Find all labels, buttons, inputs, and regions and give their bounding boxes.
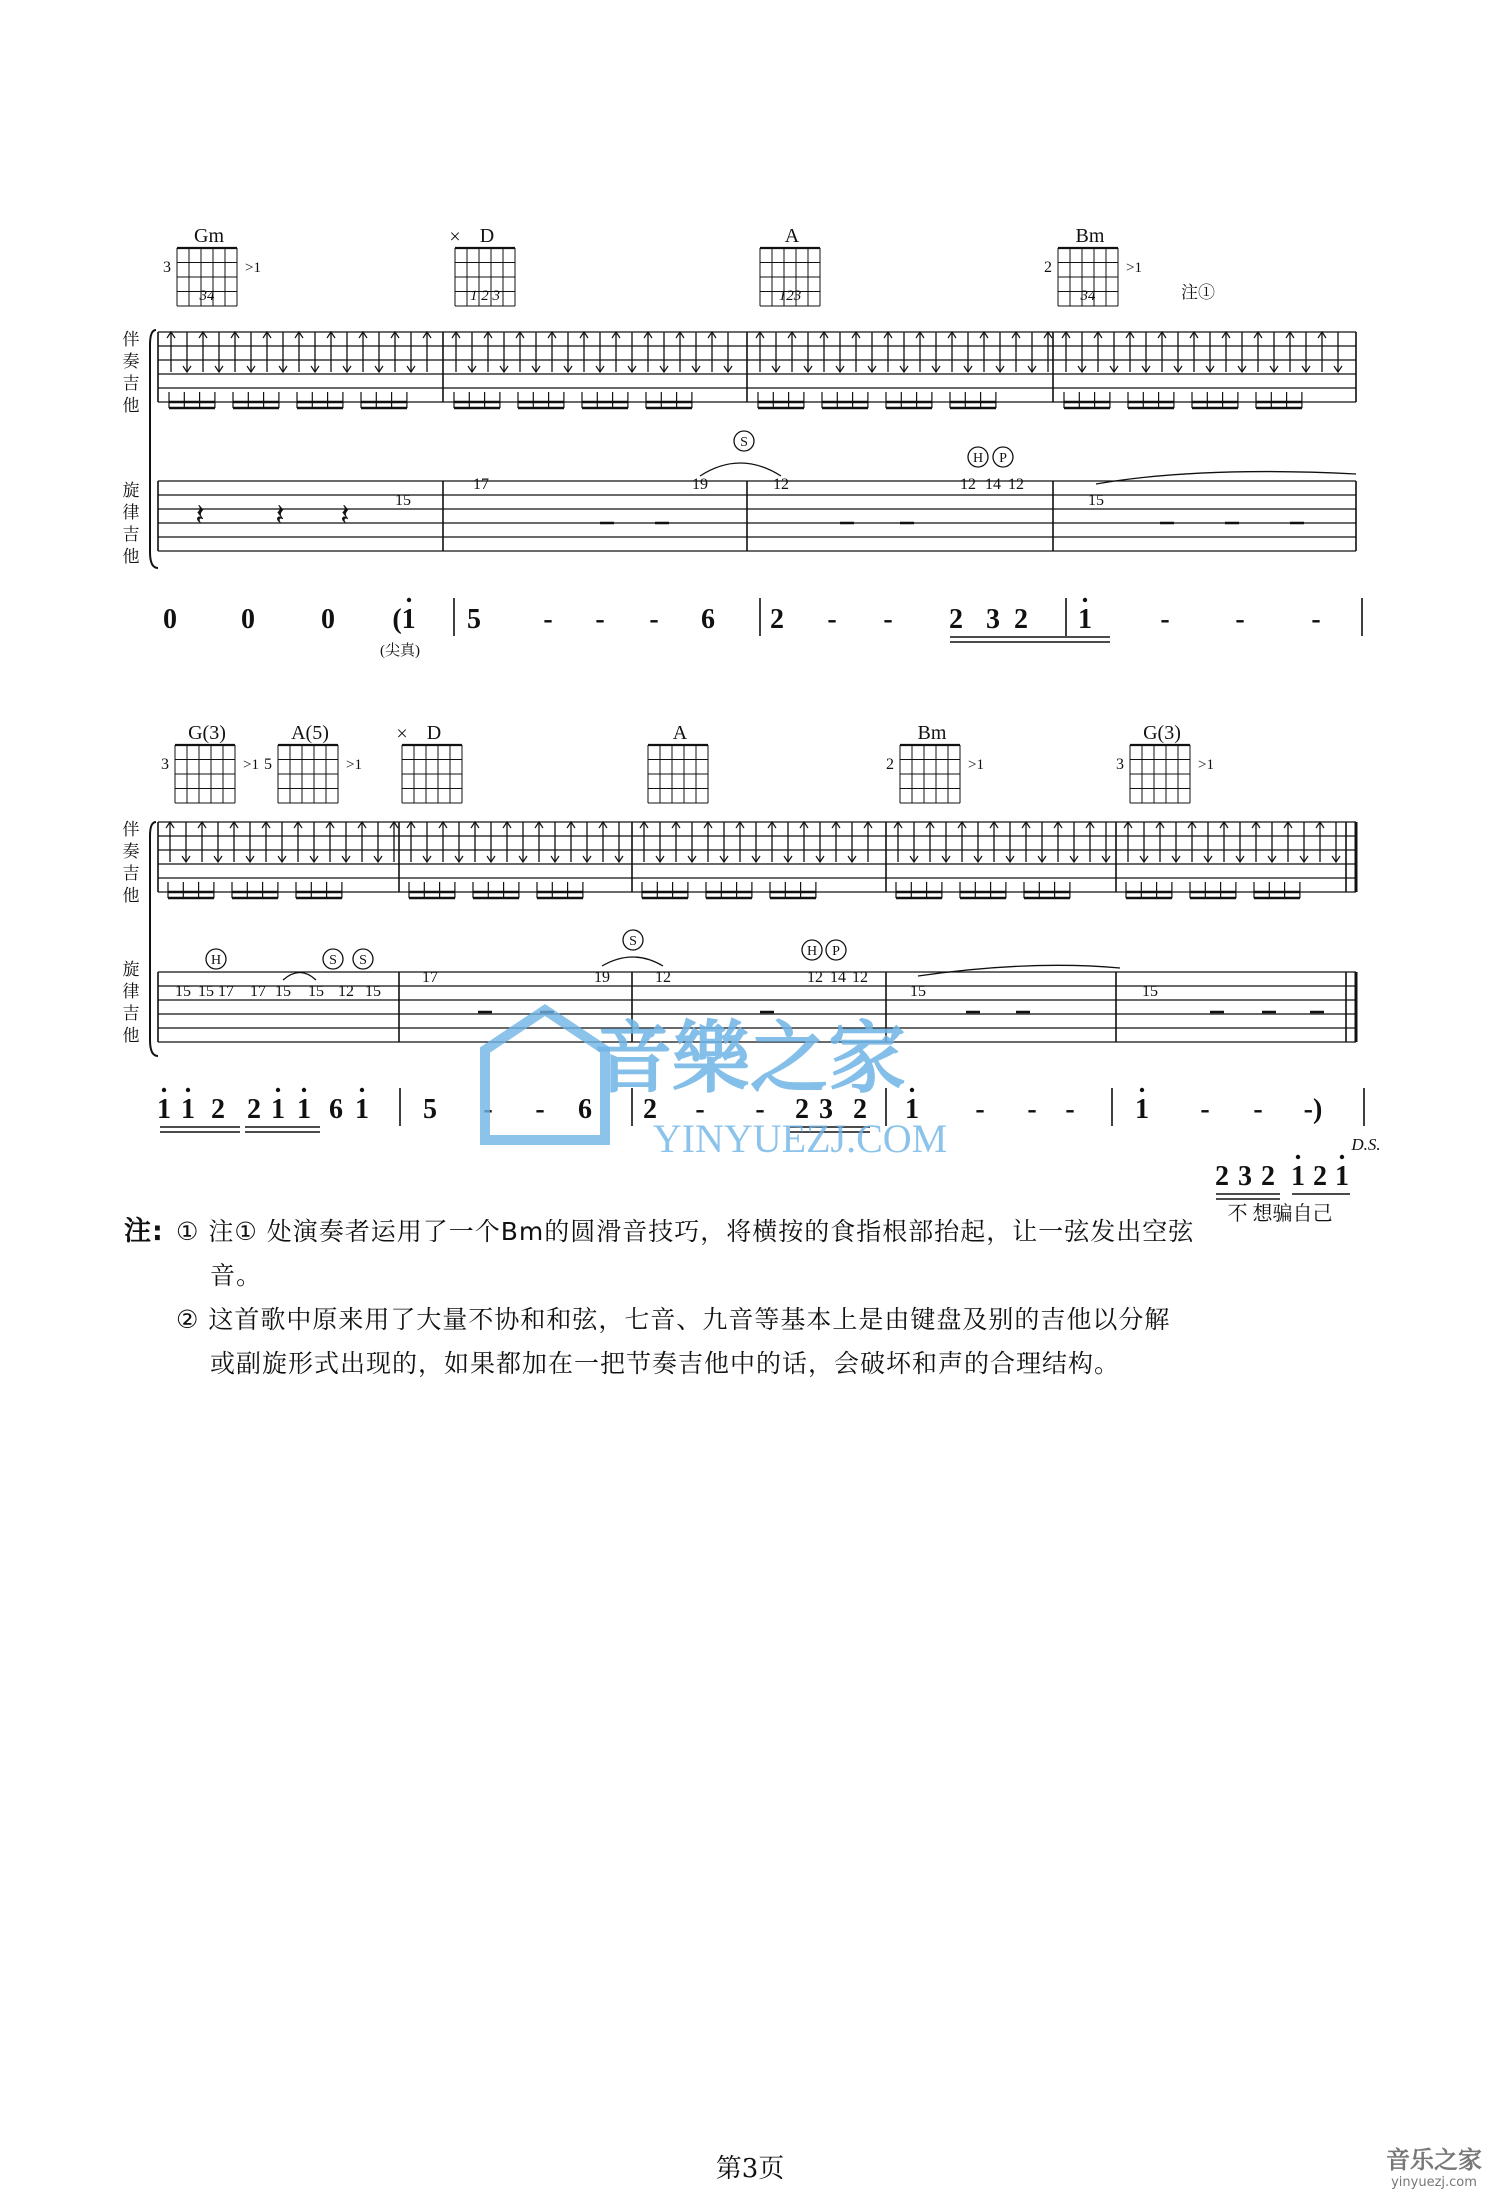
hammer-mark: H	[972, 451, 984, 466]
jianpu-note: 0	[321, 604, 335, 635]
tab-fret-number: 15	[308, 983, 324, 1000]
tab-fret-number: 15	[365, 983, 381, 1000]
jianpu-note-high-dot	[910, 1088, 914, 1092]
mute-mark: ×	[396, 723, 408, 745]
jianpu-note: 2	[247, 1094, 261, 1125]
jianpu-note: -	[755, 1094, 765, 1125]
slur	[700, 463, 781, 476]
watermark-url: YINYUEZJ.COM	[652, 1116, 948, 1161]
accompaniment-label: 吉	[122, 864, 140, 883]
pickup-note: 3	[1238, 1161, 1252, 1192]
tab-fret-number: 12	[960, 476, 976, 493]
lyrics: 不 想骗自己	[1227, 1203, 1333, 1225]
quarter-rest: 𝄽	[275, 499, 285, 532]
jianpu-note: 6	[329, 1094, 343, 1125]
jianpu-note: 2	[1014, 604, 1028, 635]
jianpu-note: 1	[905, 1094, 919, 1125]
jianpu-note: -)	[1303, 1094, 1323, 1125]
tie	[918, 965, 1120, 976]
tab-fret-number: 12	[1008, 476, 1024, 493]
note-item-2: ② 这首歌中原来用了大量不协和和弦，七音、九音等基本上是由键盘及别的吉他以分解	[176, 1305, 1171, 1334]
accompaniment-label: 奏	[122, 352, 140, 371]
quarter-rest: 𝄽	[195, 499, 205, 532]
melody-label: 吉	[122, 1004, 140, 1023]
jianpu-note: 6	[701, 604, 715, 635]
jianpu-note: -	[535, 1094, 545, 1125]
slide-mark: S	[740, 435, 748, 450]
notes-label: 注:	[124, 1216, 164, 1247]
tab-fret-number: 12	[807, 969, 823, 986]
jianpu-note-high-dot	[1083, 598, 1087, 602]
jianpu-note: 1	[181, 1094, 195, 1125]
jianpu-note: 2	[795, 1094, 809, 1125]
jianpu-note: -	[1160, 604, 1170, 635]
jianpu-note: 1	[271, 1094, 285, 1125]
chord-fingering: 1 2 3	[470, 288, 500, 304]
chord-name: Bm	[1075, 225, 1105, 247]
melody-label: 他	[122, 547, 140, 566]
pickup-note: 1	[1291, 1161, 1305, 1192]
accompaniment-label: 吉	[122, 374, 140, 393]
chord-fingering: 34	[199, 288, 215, 304]
jianpu-note-high-dot	[407, 598, 411, 602]
hammer-mark: H	[210, 953, 222, 968]
system-brace	[150, 822, 158, 1056]
jianpu-note: 5	[423, 1094, 437, 1125]
melody-label: 旋	[122, 960, 140, 979]
accompaniment-label: 伴	[122, 330, 140, 349]
corner-watermark-url: yinyuezj.com	[1391, 2175, 1477, 2190]
pickup-note-high-dot	[1296, 1155, 1300, 1159]
chord-barre-mark: >1	[245, 260, 261, 276]
pull-mark: P	[832, 944, 840, 959]
jianpu-note: -	[975, 1094, 985, 1125]
chord-fingering: 34	[1080, 288, 1096, 304]
accompaniment-label: 他	[122, 886, 140, 905]
jianpu-note: 2	[949, 604, 963, 635]
jianpu-note-high-dot	[186, 1088, 190, 1092]
chord-start-fret: 3	[161, 756, 169, 773]
slide-mark: S	[629, 934, 637, 949]
mute-mark: ×	[449, 226, 461, 248]
jianpu-note: 2	[770, 604, 784, 635]
accompaniment-label: 伴	[122, 820, 140, 839]
tab-fret-number: 19	[692, 476, 708, 493]
system-brace	[150, 330, 158, 568]
jianpu-note: 2	[211, 1094, 225, 1125]
tab-fret-number: 12	[773, 476, 789, 493]
hammer-mark: H	[806, 944, 818, 959]
chord-barre-mark: >1	[346, 757, 362, 773]
chord-start-fret: 2	[886, 756, 894, 773]
jianpu-note: 2	[853, 1094, 867, 1125]
tab-fret-number: 15	[1142, 983, 1158, 1000]
jianpu-note: -	[827, 604, 837, 635]
performance-instruction: (尖真)	[380, 643, 420, 659]
jianpu-note: 0	[241, 604, 255, 635]
slide-mark: S	[359, 953, 367, 968]
jianpu-note: 6	[578, 1094, 592, 1125]
corner-watermark	[1386, 2140, 1482, 2190]
slide-mark: S	[329, 953, 337, 968]
tab-fret-number: 15	[275, 983, 291, 1000]
jianpu-note: -	[1027, 1094, 1037, 1125]
jianpu-note: 5	[467, 604, 481, 635]
pickup-note-high-dot	[1340, 1155, 1344, 1159]
jianpu-note-high-dot	[302, 1088, 306, 1092]
jianpu-note: 0	[163, 604, 177, 635]
chord-start-fret: 5	[264, 756, 272, 773]
accompaniment-label: 他	[122, 396, 140, 415]
chord-start-fret: 3	[163, 259, 171, 276]
page-number: 第3页	[715, 2154, 785, 2184]
slur	[602, 957, 663, 966]
chord-name: G(3)	[188, 722, 226, 744]
jianpu-note: 1	[1078, 604, 1092, 635]
jianpu-note-high-dot	[162, 1088, 166, 1092]
tab-fret-number: 17	[250, 983, 266, 1000]
jianpu-note: 1	[297, 1094, 311, 1125]
melody-label: 他	[122, 1026, 140, 1045]
jianpu-note: 1	[157, 1094, 171, 1125]
chord-name: G(3)	[1143, 722, 1181, 744]
pickup-note: 2	[1261, 1161, 1275, 1192]
tab-fret-number: 15	[1088, 492, 1104, 509]
chord-barre-mark: >1	[1198, 757, 1214, 773]
jianpu-note: -	[883, 604, 893, 635]
pickup-note: 1	[1335, 1161, 1349, 1192]
chord-name: A	[784, 225, 800, 247]
tab-fret-number: 14	[985, 476, 1001, 493]
watermark-text: 音樂之家	[593, 1015, 907, 1102]
chord-name: D	[479, 225, 495, 247]
jianpu-note: -	[1065, 1094, 1075, 1125]
chord-name: Gm	[194, 225, 224, 247]
corner-watermark-cn: 音乐之家	[1386, 2146, 1482, 2174]
jianpu-note-high-dot	[276, 1088, 280, 1092]
tab-fret-number: 15	[198, 983, 214, 1000]
melody-label: 律	[122, 503, 140, 522]
pull-mark: P	[999, 451, 1007, 466]
jianpu-note: 3	[819, 1094, 833, 1125]
chord-fingering: 123	[778, 288, 802, 304]
jianpu-note: -	[543, 604, 553, 635]
jianpu-note-high-dot	[1140, 1088, 1144, 1092]
tab-fret-number: 17	[218, 983, 234, 1000]
jianpu-note: -	[1311, 604, 1321, 635]
accompaniment-label: 奏	[122, 842, 140, 861]
jianpu-note: 2	[643, 1094, 657, 1125]
chord-start-fret: 3	[1116, 756, 1124, 773]
tab-fret-number: 15	[395, 492, 411, 509]
chord-name: A(5)	[291, 722, 329, 744]
jianpu-note: -	[1253, 1094, 1263, 1125]
dal-segno: D.S.	[1351, 1135, 1381, 1154]
tab-fret-number: 15	[175, 983, 191, 1000]
jianpu-note: (1	[392, 604, 416, 635]
footnotes	[124, 1210, 1374, 1386]
note-item-1-cont: 音。	[210, 1261, 263, 1290]
chord-barre-mark: >1	[243, 757, 259, 773]
tab-fret-number: 12	[852, 969, 868, 986]
jianpu-note: -	[695, 1094, 705, 1125]
melody-label: 吉	[122, 525, 140, 544]
tab-fret-number: 14	[830, 969, 846, 986]
chord-name: D	[426, 722, 442, 744]
tab-fret-number: 17	[422, 969, 438, 986]
slur	[283, 973, 316, 981]
note-item-1: ① 注① 处演奏者运用了一个Bm的圆滑音技巧，将横按的食指根部抬起，让一弦发出空弦	[176, 1217, 1195, 1246]
jianpu-note: -	[649, 604, 659, 635]
footnote-ref: 注①	[1181, 283, 1215, 302]
tab-fret-number: 12	[338, 983, 354, 1000]
tab-fret-number: 12	[655, 969, 671, 986]
jianpu-note: 3	[986, 604, 1000, 635]
chord-barre-mark: >1	[1126, 260, 1142, 276]
tab-fret-number: 19	[594, 969, 610, 986]
pickup-note: 2	[1313, 1161, 1327, 1192]
jianpu-note: -	[1200, 1094, 1210, 1125]
chord-start-fret: 2	[1044, 259, 1052, 276]
tie	[1096, 472, 1356, 484]
tab-fret-number: 15	[910, 983, 926, 1000]
jianpu-note: -	[1235, 604, 1245, 635]
melody-label: 旋	[122, 481, 140, 500]
chord-barre-mark: >1	[968, 757, 984, 773]
jianpu-note-high-dot	[360, 1088, 364, 1092]
pickup-note: 2	[1215, 1161, 1229, 1192]
melody-label: 律	[122, 982, 140, 1001]
chord-name: Bm	[917, 722, 947, 744]
note-item-2-cont: 或副旋形式出现的，如果都加在一把节奏吉他中的话，会破坏和声的合理结构。	[210, 1349, 1121, 1378]
tab-fret-number: 17	[473, 476, 489, 493]
jianpu-note: 1	[1135, 1094, 1149, 1125]
jianpu-note: -	[483, 1094, 493, 1125]
chord-name: A	[672, 722, 688, 744]
quarter-rest: 𝄽	[340, 499, 350, 532]
jianpu-note: -	[595, 604, 605, 635]
jianpu-note: 1	[355, 1094, 369, 1125]
